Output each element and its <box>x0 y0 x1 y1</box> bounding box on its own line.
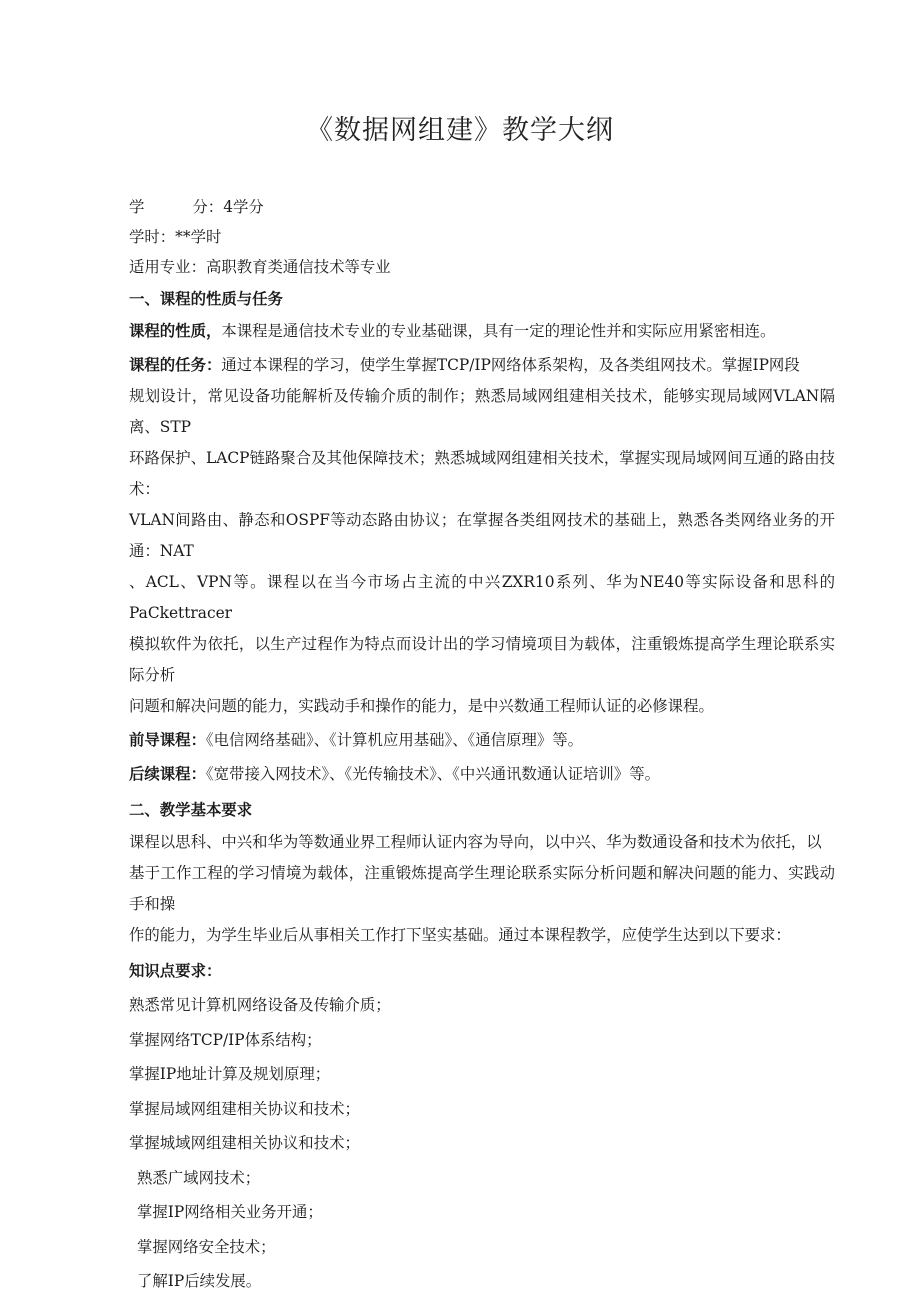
credit-line <box>129 192 835 222</box>
knowledge-item: 掌握网络TCP/IP体系结构； <box>129 1030 322 1049</box>
followup-label: 后续课程： <box>129 765 206 783</box>
section2-heading: 二、教学基本要求 <box>129 801 253 819</box>
course-task-line: 环路保护、LACP链路聚合及其他保障技术；熟悉城域网组建相关技术，掌握实现局域网间互通的路由技术： <box>129 449 835 498</box>
knowledge-item: 掌握网络安全技术； <box>137 1237 276 1256</box>
followup-text: 《宽带接入网技术》、《光传输技术》、《中兴通讯数通认证培训》等。 <box>205 765 660 783</box>
requirements-intro-line: 课程以思科、中兴和华为等数通业界工程师认证内容为导向，以中兴、华为数通设备和技术为依托，以 <box>129 833 822 851</box>
knowledge-item: 掌握城域网组建相关协议和技术； <box>129 1134 360 1152</box>
knowledge-item: 掌握局域网组建相关协议和技术； <box>129 1099 360 1118</box>
course-task-line: VLAN间路由、静态和OSPF等动态路由协议；在掌握各类组网技术的基础上，熟悉各类网络业务的开通：NAT <box>129 511 835 560</box>
course-task-line: 规划设计，常见设备功能解析及传输介质的制作；熟悉局域网组建相关技术，能够实现局域网VLAN隔离、STP <box>129 387 835 436</box>
prerequisite-label: 前导课程： <box>129 731 206 749</box>
document-title: 《数据网组建》教学大纲 <box>306 115 614 146</box>
document-body <box>129 192 835 1299</box>
course-task-label: 课程的任务： <box>129 356 222 374</box>
course-task-paragraph <box>129 350 835 722</box>
knowledge-item: 掌握IP地址计算及规划原理； <box>129 1065 331 1083</box>
knowledge-item: 熟悉常见计算机网络设备及传输介质； <box>129 996 391 1014</box>
course-nature-text: 本课程是通信技术专业的专业基础课，具有一定的理论性并和实际应用紧密相连。 <box>221 322 776 340</box>
requirements-intro-paragraph <box>129 827 835 951</box>
knowledge-item: 了解IP后续发展。 <box>137 1272 262 1290</box>
course-task-line: 课程的任务：通过本课程的学习，使学生掌握TCP/IP网络体系架构，及各类组网技术。掌握IP网段 <box>129 356 800 374</box>
credit-label-first: 学 <box>129 198 145 216</box>
course-task-line: 问题和解决问题的能力，实践动手和操作的能力，是中兴数通工程师认证的必修课程。 <box>129 697 714 715</box>
course-nature-label: 课程的性质， <box>129 322 222 340</box>
section1-heading: 一、课程的性质与任务 <box>129 290 283 308</box>
course-task-line: 模拟软件为依托，以生产过程作为特点而设计出的学习情境项目为载体，注重锻炼提高学生理论联系实际分析 <box>129 635 835 684</box>
knowledge-heading: 知识点要求： <box>129 962 222 980</box>
credit-value: 4学分 <box>223 198 264 216</box>
knowledge-item: 掌握IP网络相关业务开通； <box>137 1203 323 1221</box>
major-line: 适用专业：高职教育类通信技术等专业 <box>129 258 391 276</box>
requirements-intro-line: 基于工作工程的学习情境为载体，注重锻炼提高学生理论联系实际分析问题和解决问题的能力、实践动手和操 <box>129 864 835 913</box>
hours-line: 学时：**学时 <box>129 228 222 246</box>
prerequisite-text: 《电信网络基础》、《计算机应用基础》、《通信原理》等。 <box>205 731 584 749</box>
prerequisite-paragraph <box>129 725 835 756</box>
followup-paragraph <box>129 759 835 790</box>
knowledge-item: 熟悉广域网技术； <box>137 1168 261 1187</box>
requirements-intro-line: 作的能力，为学生毕业后从事相关工作打下坚实基础。通过本课程教学，应使学生达到以下要求： <box>129 926 791 944</box>
course-nature-paragraph <box>129 316 835 347</box>
course-task-line: 、ACL、VPN等。课程以在当今市场占主流的中兴ZXR10系列、华为NE40等实际设备和思科的PaCkettracer <box>129 573 835 622</box>
credit-label-second: 分： <box>192 198 224 216</box>
